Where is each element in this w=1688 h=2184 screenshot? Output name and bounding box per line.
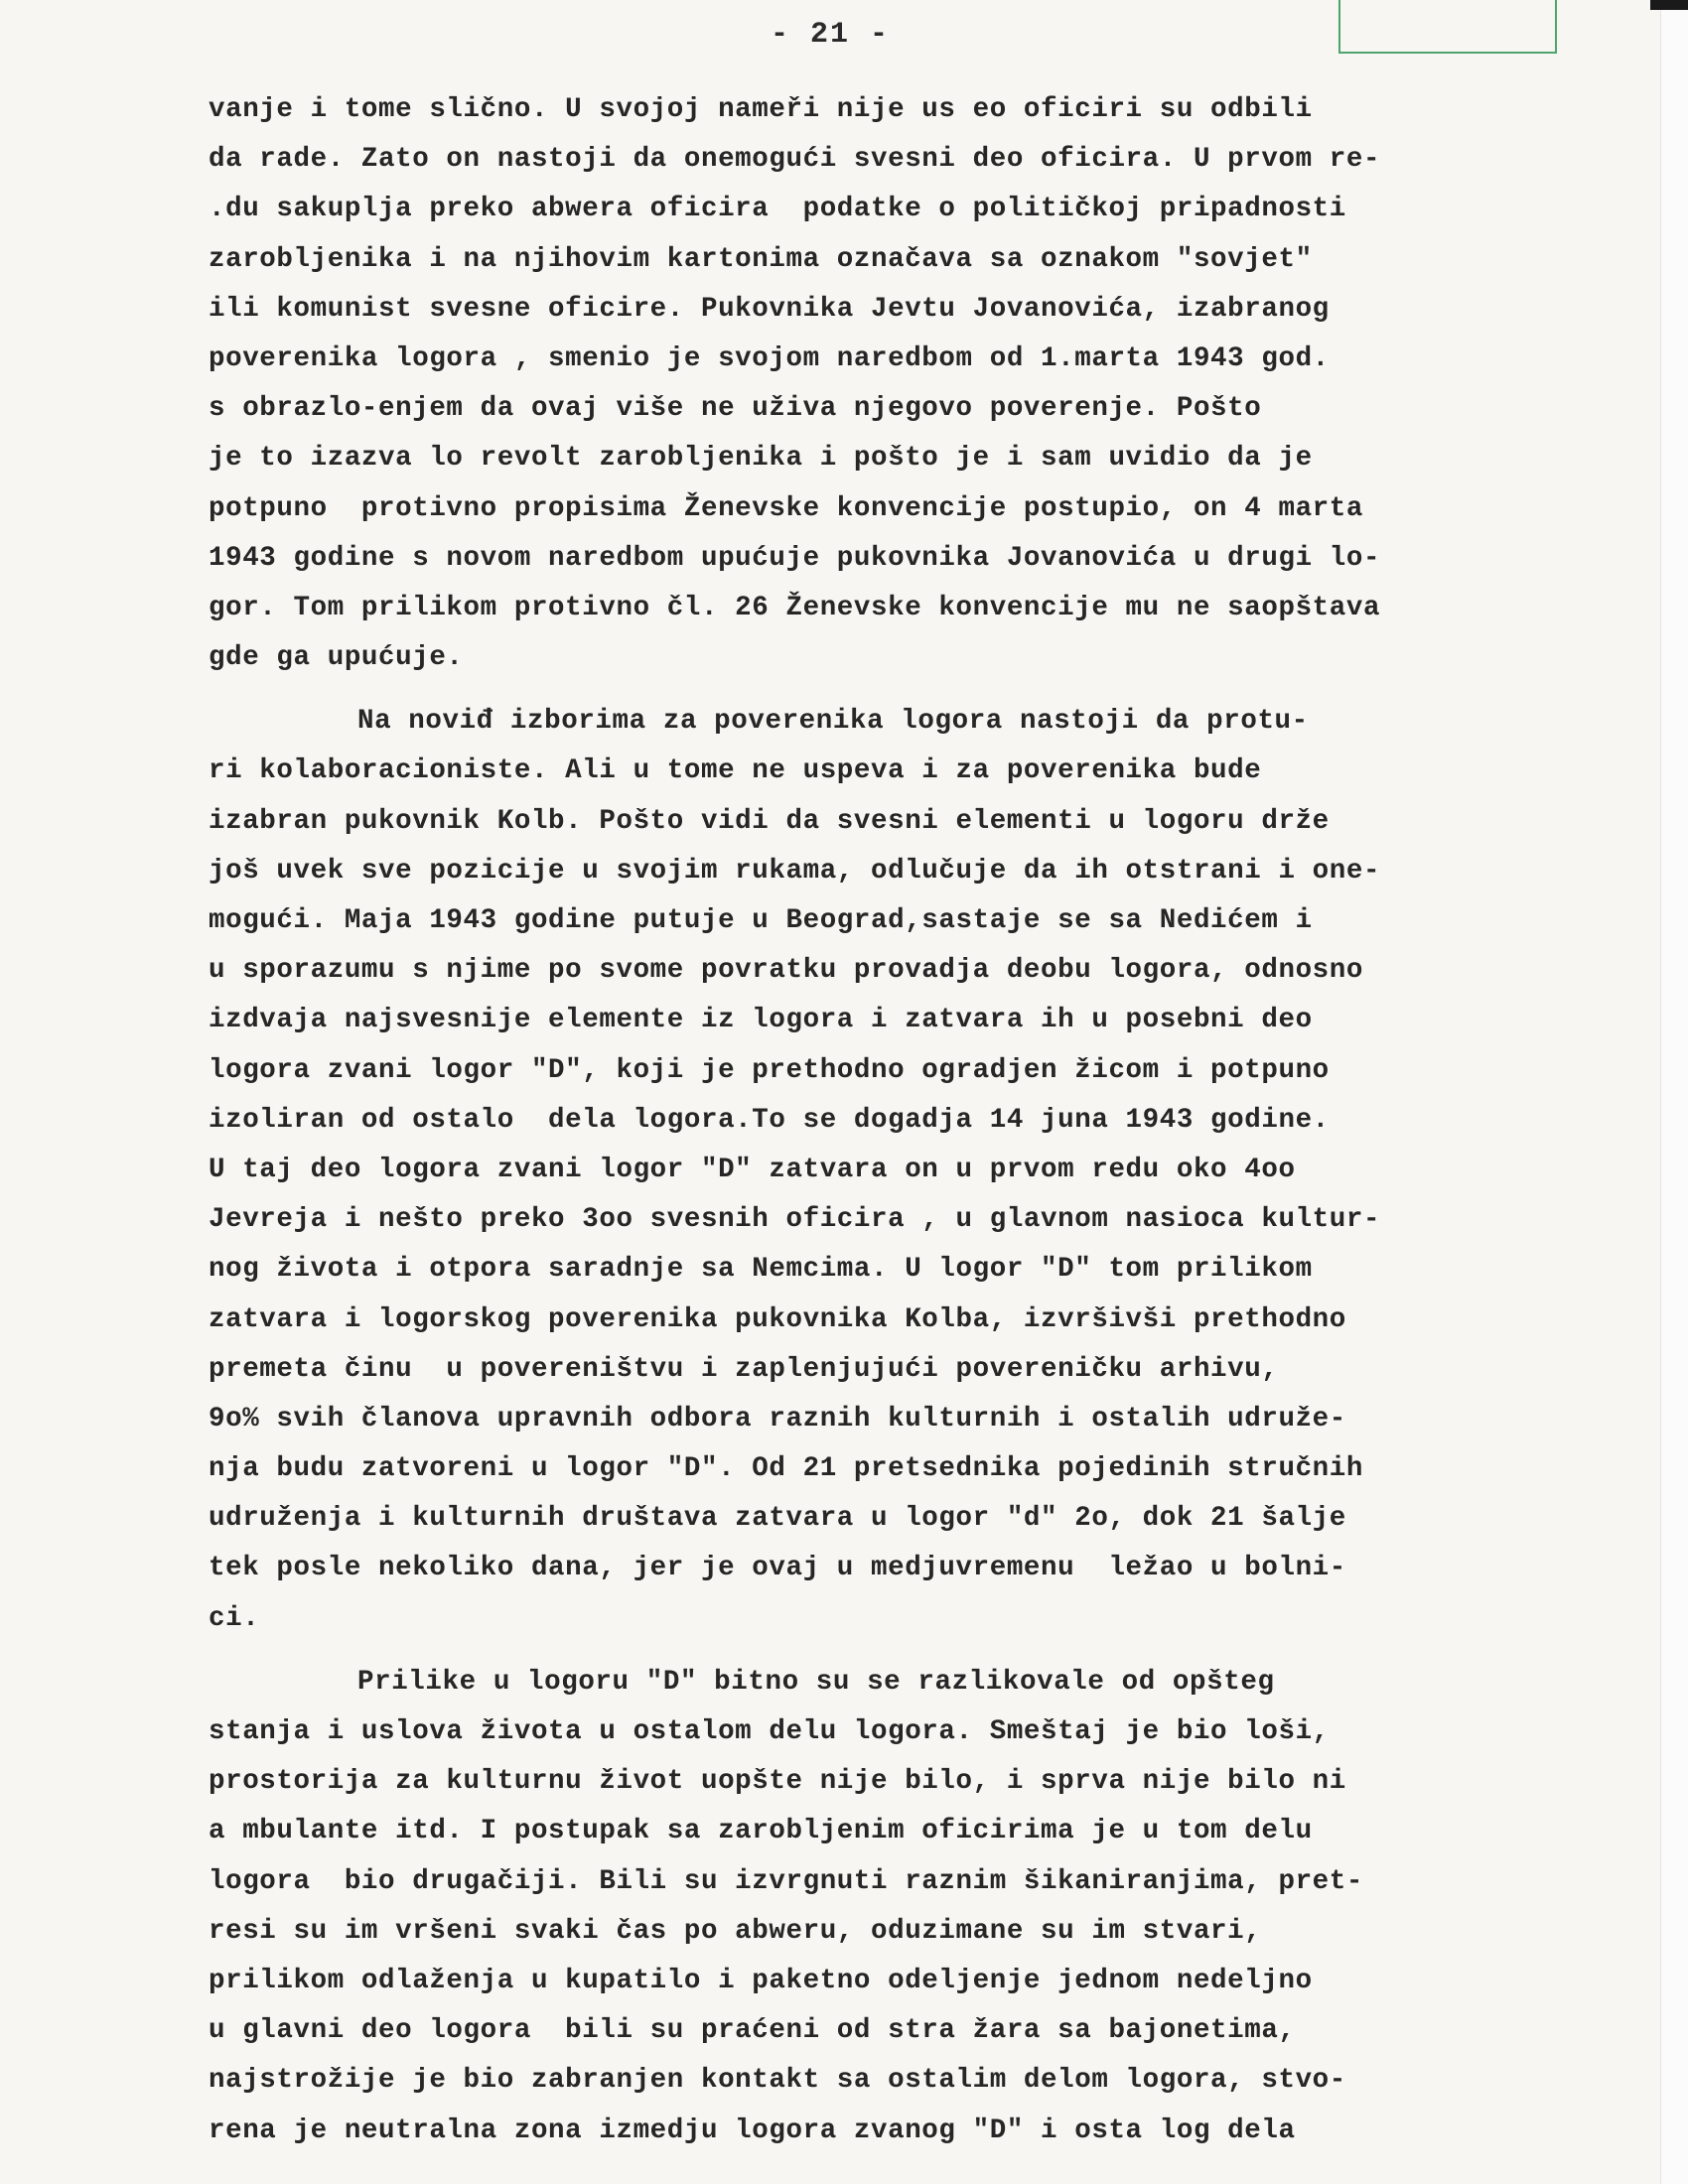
text-line: resi su im vršeni svaki čas po abweru, oduzimane su im stvari, <box>209 1915 1262 1947</box>
paragraph <box>209 1658 1628 2156</box>
paragraph <box>209 85 1628 683</box>
text-line: da rade. Zato on nastoji da onemogući svesni deo oficira. U prvom re- <box>209 144 1381 176</box>
text-line: prilikom odlaženja u kupatilo i paketno odeljenje jednom nedeljno <box>209 1965 1313 1996</box>
text-line: rena je neutralna zona izmedju logora zvanog "D" i osta log dela <box>209 2115 1296 2146</box>
text-line: logora bio drugačiji. Bili su izvrgnuti raznim šikaniranjima, pret- <box>209 1865 1363 1897</box>
document-body <box>209 85 1628 2156</box>
text-line: Na noviđ izborima za poverenika logora nastoji da protu- <box>357 706 1309 738</box>
text-line: udruženja i kulturnih društava zatvara u logor "d" 2o, dok 21 šalje <box>209 1503 1346 1535</box>
text-line: a mbulante itd. I postupak sa zarobljenim oficirima je u tom delu <box>209 1816 1313 1847</box>
text-line: gde ga upućuje. <box>209 642 464 674</box>
text-line: zatvara i logorskog poverenika pukovnika Kolba, izvršivši prethodno <box>209 1303 1346 1335</box>
text-line: je to izazva lo revolt zarobljenika i pošto je i sam uvidio da je <box>209 443 1313 475</box>
text-line: s obrazlo-enjem da ovaj više ne uživa njegovo poverenje. Pošto <box>209 393 1262 425</box>
page-number: - 21 - <box>770 18 891 52</box>
text-line: tek posle nekoliko dana, jer je ovaj u medjuvremenu ležao u bolni- <box>209 1553 1346 1584</box>
text-line: 9o% svih članova upravnih odbora raznih kulturnih i ostalih udruže- <box>209 1403 1346 1434</box>
text-line: gor. Tom prilikom protivno čl. 26 Ženevske konvencije mu ne saopštava <box>209 592 1381 623</box>
text-line: logora zvani logor "D", koji je prethodno ogradjen žicom i potpuno <box>209 1054 1330 1086</box>
text-line: zarobljenika i na njihovim kartonima označava sa oznakom "sovjet" <box>209 243 1313 275</box>
text-line: prostorija za kulturnu život uopšte nije bilo, i sprva nije bilo ni <box>209 1766 1346 1798</box>
text-line: izabran pukovnik Kolb. Pošto vidi da svesni elementi u logoru drže <box>209 805 1330 837</box>
text-line: ri kolaboracioniste. Ali u tome ne uspeva i za poverenika bude <box>209 755 1262 787</box>
text-line: .du sakuplja preko abwera oficira podatke o političkoj pripadnosti <box>209 194 1346 225</box>
text-line: 1943 godine s novom naredbom upućuje pukovnika Jovanovića u drugi lo- <box>209 542 1381 574</box>
text-line: ci. <box>209 1602 260 1634</box>
text-line: Prilike u logoru "D" bitno su se razlikovale od opšteg <box>357 1666 1275 1698</box>
scan-corner <box>1650 0 1688 10</box>
text-line: poverenika logora , smenio je svojom naredbom od 1.marta 1943 god. <box>209 342 1330 374</box>
text-line: u glavni deo logora bili su praćeni od stra žara sa bajonetima, <box>209 2015 1296 2047</box>
text-line: ili komunist svesne oficire. Pukovnika Jevtu Jovanovića, izabranog <box>209 293 1330 325</box>
text-line: vanje i tome slično. U svojoj nameři nije us eo oficiri su odbili <box>209 94 1313 125</box>
text-line: premeta činu u povereništvu i zaplenjujući povereničku arhivu, <box>209 1353 1279 1385</box>
text-line: potpuno protivno propisima Ženevske konvencije postupio, on 4 marta <box>209 492 1363 524</box>
text-line: najstrožije je bio zabranjen kontakt sa ostalim delom logora, stvo- <box>209 2065 1346 2097</box>
text-line: još uvek sve pozicije u svojim rukama, odlučuje da ih otstrani i one- <box>209 855 1381 887</box>
text-line: U taj deo logora zvani logor "D" zatvara on u prvom redu oko 4oo <box>209 1154 1296 1185</box>
text-line: izdvaja najsvesnije elemente iz logora i zatvara ih u posebni deo <box>209 1005 1313 1036</box>
text-line: u sporazumu s njime po svome povratku provadja deobu logora, odnosno <box>209 955 1363 987</box>
text-line: nja budu zatvoreni u logor "D". Od 21 pretsednika pojedinih stručnih <box>209 1453 1363 1485</box>
text-line: izoliran od ostalo dela logora.To se dogadja 14 juna 1943 godine. <box>209 1104 1330 1136</box>
page-edge <box>1660 0 1688 2184</box>
text-line: mogući. Maja 1943 godine putuje u Beograd,sastaje se sa Nedićem i <box>209 905 1313 936</box>
paragraph <box>209 697 1628 1644</box>
text-line: nog života i otpora saradnje sa Nemcima. U logor "D" tom prilikom <box>209 1254 1313 1286</box>
text-line: stanja i uslova života u ostalom delu logora. Smeštaj je bio loši, <box>209 1716 1330 1747</box>
text-line: Jevreja i nešto preko 3oo svesnih oficira , u glavnom nasioca kultur- <box>209 1204 1381 1236</box>
